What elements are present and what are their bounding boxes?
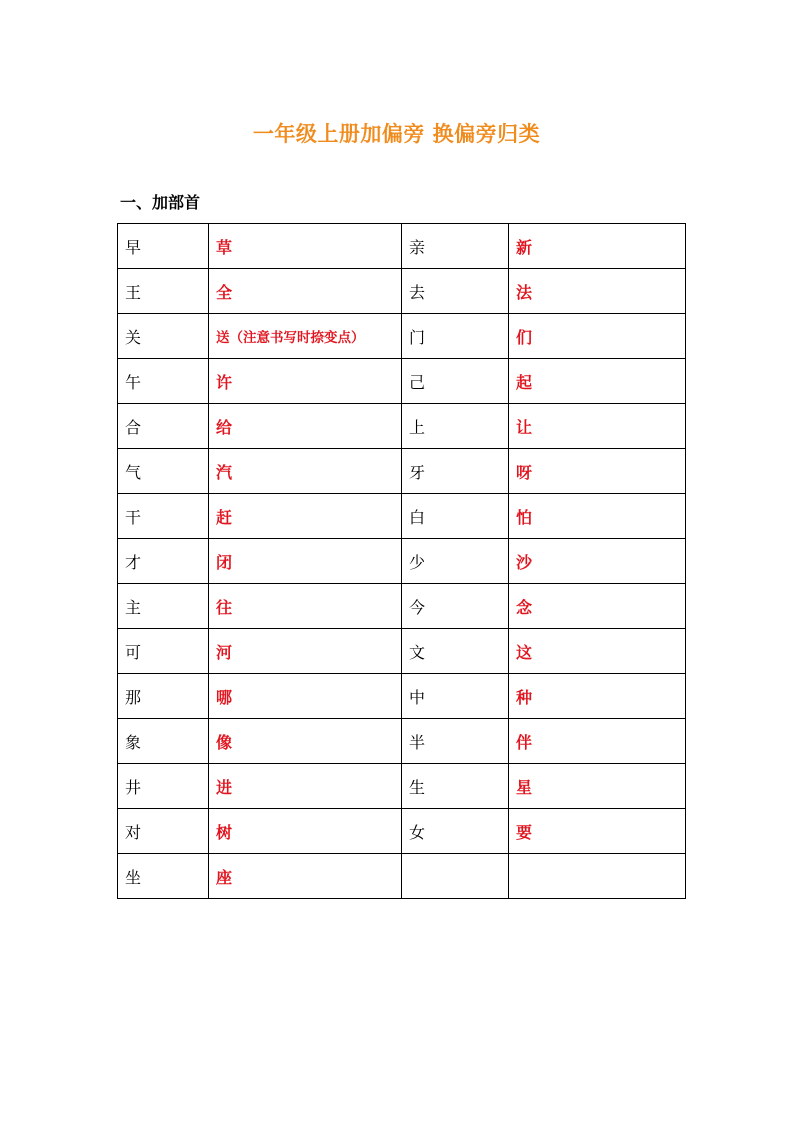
table-row [118, 719, 686, 764]
derived-character-cell: 给 [209, 404, 402, 449]
derived-character-cell: 草 [209, 224, 402, 269]
table-row [118, 854, 686, 899]
derived-character-cell: 河 [209, 629, 402, 674]
table-row [118, 404, 686, 449]
derived-character-cell: 许 [209, 359, 402, 404]
derived-character-cell: 汽 [209, 449, 402, 494]
base-character-cell: 午 [118, 359, 209, 404]
table-row [118, 584, 686, 629]
derived-character-cell: 进 [209, 764, 402, 809]
base-character-cell: 文 [402, 629, 509, 674]
base-character-cell: 象 [118, 719, 209, 764]
derived-character-cell: 呀 [509, 449, 686, 494]
base-character-cell: 气 [118, 449, 209, 494]
derived-character-cell: 树 [209, 809, 402, 854]
derived-character-cell: 送（注意书写时捺变点） [209, 314, 402, 359]
derived-character-cell: 要 [509, 809, 686, 854]
base-character-cell: 今 [402, 584, 509, 629]
table-row [118, 224, 686, 269]
derived-character-cell: 伴 [509, 719, 686, 764]
derived-character-cell: 赶 [209, 494, 402, 539]
table-row [118, 269, 686, 314]
base-character-cell: 亲 [402, 224, 509, 269]
derived-character-cell: 种 [509, 674, 686, 719]
base-character-cell: 去 [402, 269, 509, 314]
base-character-cell: 门 [402, 314, 509, 359]
derived-character-cell: 起 [509, 359, 686, 404]
derived-character-cell: 沙 [509, 539, 686, 584]
base-character-cell: 牙 [402, 449, 509, 494]
base-character-cell [402, 854, 509, 899]
base-character-cell: 对 [118, 809, 209, 854]
character-table [117, 223, 686, 899]
derived-character-cell: 星 [509, 764, 686, 809]
derived-character-cell [509, 854, 686, 899]
base-character-cell: 关 [118, 314, 209, 359]
derived-character-cell: 念 [509, 584, 686, 629]
table-row [118, 449, 686, 494]
base-character-cell: 王 [118, 269, 209, 314]
base-character-cell: 那 [118, 674, 209, 719]
derived-character-cell: 往 [209, 584, 402, 629]
table-row [118, 764, 686, 809]
base-character-cell: 少 [402, 539, 509, 584]
table-row [118, 359, 686, 404]
derived-character-cell: 法 [509, 269, 686, 314]
base-character-cell: 井 [118, 764, 209, 809]
base-character-cell: 白 [402, 494, 509, 539]
base-character-cell: 女 [402, 809, 509, 854]
derived-character-cell: 像 [209, 719, 402, 764]
base-character-cell: 坐 [118, 854, 209, 899]
table-row [118, 539, 686, 584]
table-row [118, 674, 686, 719]
base-character-cell: 合 [118, 404, 209, 449]
base-character-cell: 上 [402, 404, 509, 449]
base-character-cell: 己 [402, 359, 509, 404]
character-table-body [118, 224, 686, 899]
derived-character-cell: 新 [509, 224, 686, 269]
section-heading: 一、加部首 [120, 193, 201, 212]
derived-character-cell: 全 [209, 269, 402, 314]
table-row [118, 809, 686, 854]
derived-character-cell: 哪 [209, 674, 402, 719]
derived-character-cell: 们 [509, 314, 686, 359]
base-character-cell: 主 [118, 584, 209, 629]
base-character-cell: 半 [402, 719, 509, 764]
base-character-cell: 中 [402, 674, 509, 719]
base-character-cell: 干 [118, 494, 209, 539]
base-character-cell: 生 [402, 764, 509, 809]
derived-character-cell: 这 [509, 629, 686, 674]
derived-character-cell: 怕 [509, 494, 686, 539]
derived-character-cell: 让 [509, 404, 686, 449]
base-character-cell: 可 [118, 629, 209, 674]
table-row [118, 314, 686, 359]
table-row [118, 629, 686, 674]
table-row [118, 494, 686, 539]
derived-character-cell: 座 [209, 854, 402, 899]
base-character-cell: 才 [118, 539, 209, 584]
base-character-cell: 早 [118, 224, 209, 269]
derived-character-cell: 闭 [209, 539, 402, 584]
page-title: 一年级上册加偏旁 换偏旁归类 [252, 122, 541, 146]
